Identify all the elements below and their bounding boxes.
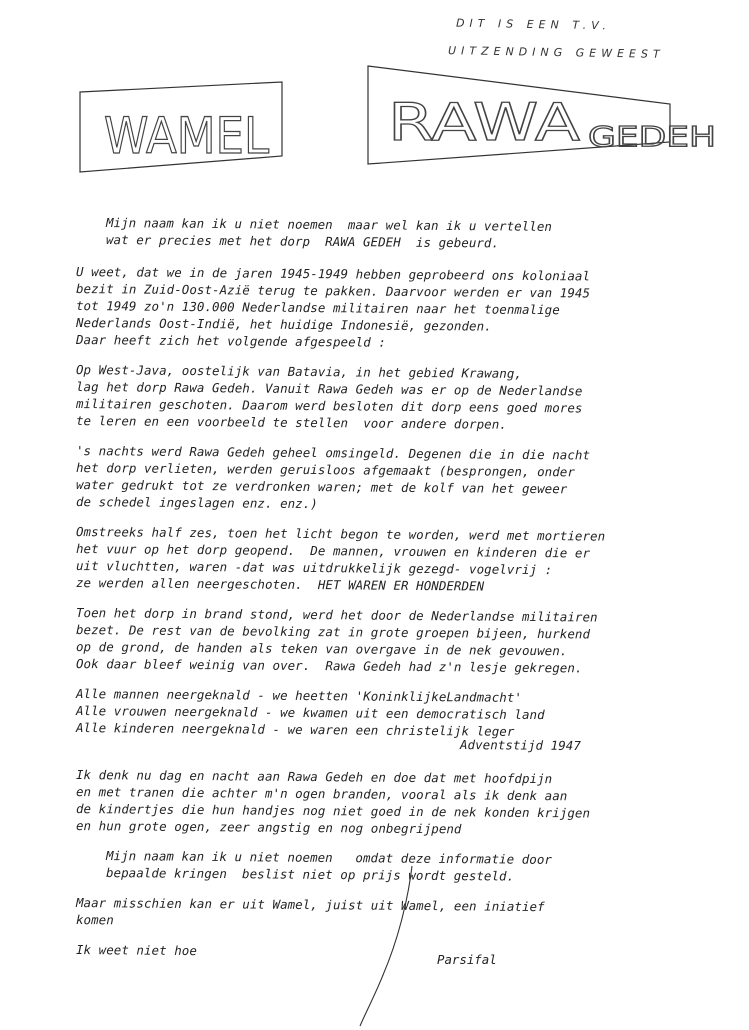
body-line: het dorp verlieten, werden geruisloos afgemaakt (besprongen, onder bbox=[75, 460, 575, 480]
handwritten-note-line-1: DIT IS EEN T.V. bbox=[455, 16, 612, 33]
body-line: de schedel ingeslagen enz. enz.) bbox=[75, 494, 318, 512]
body-line: uit vluchtten, waren -dat was uitdrukkelijk gezegd- vogelvrij : bbox=[75, 558, 553, 578]
body-line: bezit in Zuid-Oost-Azië terug te pakken. Daarvoor werden er van 1945 bbox=[75, 281, 591, 301]
body-line: Toen het dorp in brand stond, werd het door de Nederlandse militairen bbox=[75, 605, 598, 625]
body-line: te leren en een voorbeeld te stellen voor andere dorpen. bbox=[75, 413, 507, 432]
body-line: wat er precies met het dorp RAWA GEDEH is gebeurd. bbox=[105, 232, 500, 251]
body-line: U weet, dat we in de jaren 1945-1949 hebben geprobeerd ons koloniaal bbox=[75, 264, 591, 284]
body-line: en met tranen die achter m'n ogen branden, vooral als ik denk aan bbox=[75, 784, 568, 804]
body-line: militairen geschoten. Daarom werd besloten dit dorp eens goed mores bbox=[75, 396, 583, 416]
body-line: Nederlands Oost-Indië, het huidige Indonesië, gezonden. bbox=[75, 315, 492, 334]
gedeh-heading: GEDEH bbox=[588, 120, 716, 153]
wamel-heading: WAMEL bbox=[104, 107, 270, 165]
body-line: Op West-Java, oostelijk van Batavia, in het gebied Krawang, bbox=[75, 362, 523, 381]
body-line: de kindertjes die hun handjes nog niet goed in de nek konden krijgen bbox=[75, 801, 591, 821]
rawa-heading: RAWA bbox=[388, 93, 581, 153]
body-line: Daar heeft zich het volgende afgespeeld : bbox=[75, 332, 387, 350]
body-line: Ik weet niet hoe bbox=[75, 942, 198, 959]
body-line: Ik denk nu dag en nacht aan Rawa Gedeh en doe dat met hoofdpijn bbox=[75, 767, 553, 787]
body-line: bepaalde kringen beslist niet op prijs wordt gesteld. bbox=[105, 865, 515, 884]
body-line: Mijn naam kan ik u niet noemen maar wel kan ik u vertellen bbox=[105, 215, 553, 234]
date-line: Adventstijd 1947 bbox=[459, 737, 582, 754]
body-line: het vuur op het dorp geopend. De mannen, vrouwen en kinderen die er bbox=[75, 541, 591, 561]
body-line: Alle kinderen neergeknald - we waren een christelijk leger bbox=[75, 720, 515, 739]
body-line: Maar misschien kan er uit Wamel, juist uit Wamel, een iniatief bbox=[75, 895, 545, 915]
header-logos bbox=[0, 0, 749, 200]
body-line: ze werden allen neergeschoten. HET WAREN ER HONDERDEN bbox=[75, 575, 485, 594]
body-line: op de grond, de handen als teken van overgave in de nek gevouwen. bbox=[75, 639, 568, 659]
body-line: komen bbox=[75, 912, 114, 928]
body-line: en hun grote ogen, zeer angstig en nog onbegrijpend bbox=[75, 818, 462, 837]
body-line: water gedrukt tot ze verdronken waren; met de kolf van het geweer bbox=[75, 477, 568, 497]
body-line: tot 1949 zo'n 130.000 Nederlandse militairen naar het toenmalige bbox=[75, 298, 560, 318]
body-line: Alle mannen neergeknald - we heetten 'KoninklijkeLandmacht' bbox=[75, 686, 523, 705]
body-line: lag het dorp Rawa Gedeh. Vanuit Rawa Gedeh was er op de Nederlandse bbox=[75, 379, 583, 399]
body-line: Omstreeks half zes, toen het licht begon te worden, werd met mortieren bbox=[75, 524, 606, 544]
body-line: 's nachts werd Rawa Gedeh geheel omsingeld. Degenen die in die nacht bbox=[75, 443, 591, 463]
body-line: Mijn naam kan ik u niet noemen omdat deze informatie door bbox=[105, 848, 553, 867]
handwritten-note-line-2: UITZENDING GEWEEST bbox=[447, 44, 665, 61]
body-line: Alle vrouwen neergeknald - we kwamen uit een democratisch land bbox=[75, 703, 545, 723]
body-line: bezet. De rest van de bevolking zat in grote groepen bijeen, hurkend bbox=[75, 622, 591, 642]
signature: Parsifal bbox=[437, 952, 497, 967]
body-line: Ook daar bleef weinig van over. Rawa Gedeh had z'n lesje gekregen. bbox=[75, 656, 583, 676]
